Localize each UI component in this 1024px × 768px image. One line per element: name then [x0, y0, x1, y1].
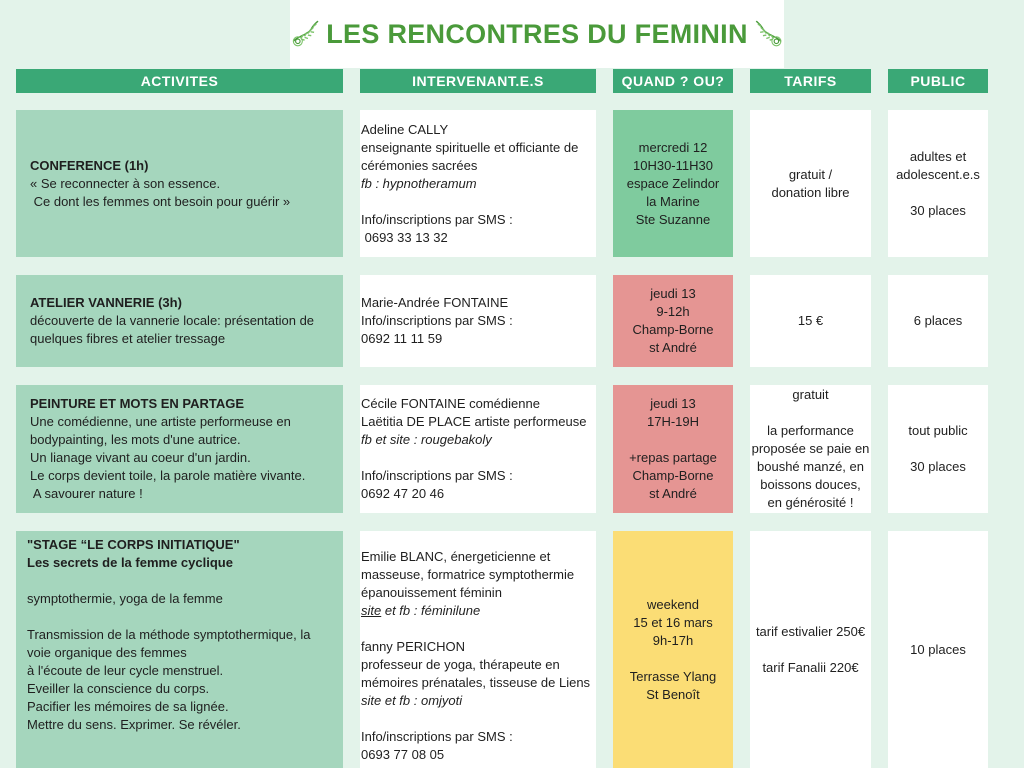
when-line: st André [649, 340, 697, 355]
when-line: 9-12h [656, 304, 690, 319]
activity-line: Une comédienne, une artiste performeuse en [30, 414, 291, 429]
activity-subtitle: Les secrets de la femme cyclique [27, 555, 233, 570]
activity-line: voie organique des femmes [27, 645, 187, 660]
when-atelier-vannerie [613, 275, 733, 367]
intervenant-phone: 0693 33 13 32 [361, 229, 448, 245]
when-line: st André [649, 486, 697, 501]
intervenant-role: masseuse, formatrice symptothermie [361, 567, 575, 582]
intervenant-name: Marie-Andrée FONTAINE [361, 295, 509, 310]
header-tarifs: TARIFS [750, 69, 871, 93]
public-line: tout public [908, 423, 968, 438]
intervenant-fb [361, 602, 592, 620]
tarif-line: la performance [767, 423, 854, 438]
public-atelier-vannerie [888, 275, 988, 367]
spacer [27, 608, 337, 626]
activity-line: « Se reconnecter à son essence. [30, 175, 221, 191]
tarif-line: en générosité ! [767, 495, 854, 510]
intervenant-info: Info/inscriptions par SMS : [361, 211, 513, 227]
public-conference [888, 110, 988, 257]
intervenant-role: épanouissement féminin [361, 585, 502, 600]
tarif-line: 15 € [797, 313, 824, 328]
intervenant-phone: 0693 77 08 05 [361, 747, 445, 762]
tarif-line: gratuit / [788, 166, 833, 182]
activity-line: symptothermie, yoga de la femme [27, 591, 223, 606]
public-peinture-mots [888, 385, 988, 513]
when-line: 17H-19H [646, 414, 700, 429]
intervenant-name: Cécile FONTAINE comédienne [361, 396, 540, 411]
activity-line: quelques fibres et atelier tressage [30, 331, 226, 346]
activity-line: Eveiller la conscience du corps. [27, 681, 210, 696]
activity-title: CONFERENCE (1h) [30, 157, 149, 173]
when-peinture-mots [613, 385, 733, 513]
when-line: jeudi 13 [650, 286, 696, 301]
tarif-line: tarif Fanalii 220€ [762, 659, 859, 675]
tarif-line: boushé manzé, en [757, 459, 864, 474]
activity-line: A savourer nature ! [30, 486, 143, 501]
intervenant-name: fanny PERICHON [361, 639, 466, 654]
public-line: 10 places [910, 641, 966, 657]
tarif-conference [750, 110, 871, 257]
tarif-line: proposée se paie en [751, 441, 870, 456]
activity-line: découverte de la vannerie locale: présentation de [30, 313, 315, 328]
when-line: 10H30-11H30 [633, 157, 713, 173]
when-line: 9h-17h [652, 632, 694, 648]
intervenant-role: professeur de yoga, thérapeute en [361, 657, 560, 672]
intervenant-info: Info/inscriptions par SMS : [361, 729, 513, 744]
public-line: 6 places [913, 313, 963, 328]
header-public: PUBLIC [888, 69, 988, 93]
page-title: LES RENCONTRES DU FEMININ [326, 18, 748, 49]
header-quand: QUAND ? OU? [613, 69, 733, 93]
when-line: la Marine [646, 193, 700, 209]
fb-rest: et fb : féminilune [381, 603, 481, 618]
intervenant-name: Emilie BLANC, énergeticienne et [361, 549, 551, 564]
spacer [361, 710, 592, 728]
spacer [361, 449, 592, 467]
intervenant-fb: fb : hypnotheramum [361, 175, 477, 191]
activity-line: bodypainting, les mots d'une autrice. [30, 432, 241, 447]
tarif-peinture-mots [750, 385, 871, 513]
activity-line: Un lianage vivant au coeur d'un jardin. [30, 450, 251, 465]
spacer [27, 572, 337, 590]
intervenant-atelier-vannerie [360, 275, 596, 367]
tarif-stage-corps [750, 531, 871, 768]
site-word: site [361, 603, 382, 618]
when-stage-corps [613, 531, 733, 768]
when-line: espace Zelindor [626, 175, 720, 191]
activity-title: "STAGE “LE CORPS INITIATIQUE" [27, 537, 240, 552]
when-line: +repas partage [629, 450, 717, 465]
public-line: adolescent.e.s [896, 166, 980, 182]
when-line: Terrasse Ylang [629, 668, 717, 684]
when-line: Champ-Borne [632, 322, 714, 337]
intervenant-stage-corps [360, 531, 596, 768]
tarif-line: donation libre [771, 184, 850, 200]
intervenant-info: Info/inscriptions par SMS : [361, 313, 513, 328]
public-line: 30 places [910, 459, 966, 474]
intervenant-peinture-mots [360, 385, 596, 513]
public-line: 30 places [910, 202, 966, 218]
when-line: St Benoît [646, 686, 700, 702]
intervenant-role: enseignante spirituelle et officiante de [361, 139, 579, 155]
public-line: adultes et [909, 148, 967, 164]
when-line: weekend [646, 596, 700, 612]
activity-atelier-vannerie [16, 275, 343, 367]
intervenant-role: cérémonies sacrées [361, 157, 478, 173]
spacer [361, 193, 592, 211]
when-line: jeudi 13 [650, 396, 696, 411]
intervenant-name: Laëtitia DE PLACE artiste performeuse [361, 414, 587, 429]
intervenant-info: Info/inscriptions par SMS : [361, 468, 513, 483]
public-stage-corps [888, 531, 988, 768]
title-banner [290, 0, 784, 68]
tarif-line: gratuit [792, 387, 829, 402]
header-activites: ACTIVITES [16, 69, 343, 93]
intervenant-conference [360, 110, 596, 257]
header-intervenants: INTERVENANT.E.S [360, 69, 596, 93]
activity-line: Pacifier les mémoires de sa lignée. [27, 699, 229, 714]
activity-conference [16, 110, 343, 257]
intervenant-fb: fb et site : rougebakoly [361, 432, 492, 447]
fern-left-icon [290, 7, 320, 61]
activity-stage-corps [16, 531, 343, 768]
when-line: mercredi 12 [638, 139, 708, 155]
tarif-atelier-vannerie [750, 275, 871, 367]
tarif-line: tarif estivalier 250€ [755, 623, 866, 639]
when-line: Ste Suzanne [635, 211, 711, 227]
spacer [361, 620, 592, 638]
activity-line: Ce dont les femmes ont besoin pour guérir » [30, 193, 291, 209]
activity-title: ATELIER VANNERIE (3h) [30, 295, 182, 310]
activity-peinture-mots [16, 385, 343, 513]
activity-line: Transmission de la méthode symptothermique, la [27, 627, 311, 642]
when-line: Champ-Borne [632, 468, 714, 483]
intervenant-fb: site et fb : omjyoti [361, 693, 463, 708]
tarif-line: boissons douces, [760, 477, 861, 492]
activity-line: Le corps devient toile, la parole matière vivante. [30, 468, 306, 483]
when-conference [613, 110, 733, 257]
when-line: 15 et 16 mars [633, 614, 713, 630]
intervenant-phone: 0692 11 11 59 [361, 331, 443, 346]
intervenant-role: mémoires prénatales, tisseuse de Liens [361, 675, 591, 690]
activity-line: Mettre du sens. Exprimer. Se révéler. [27, 717, 241, 732]
activity-title: PEINTURE ET MOTS EN PARTAGE [30, 396, 245, 411]
activity-line: à l'écoute de leur cycle menstruel. [27, 663, 224, 678]
intervenant-phone: 0692 47 20 46 [361, 486, 445, 501]
fern-right-icon [754, 7, 784, 61]
intervenant-name: Adeline CALLY [361, 121, 449, 137]
